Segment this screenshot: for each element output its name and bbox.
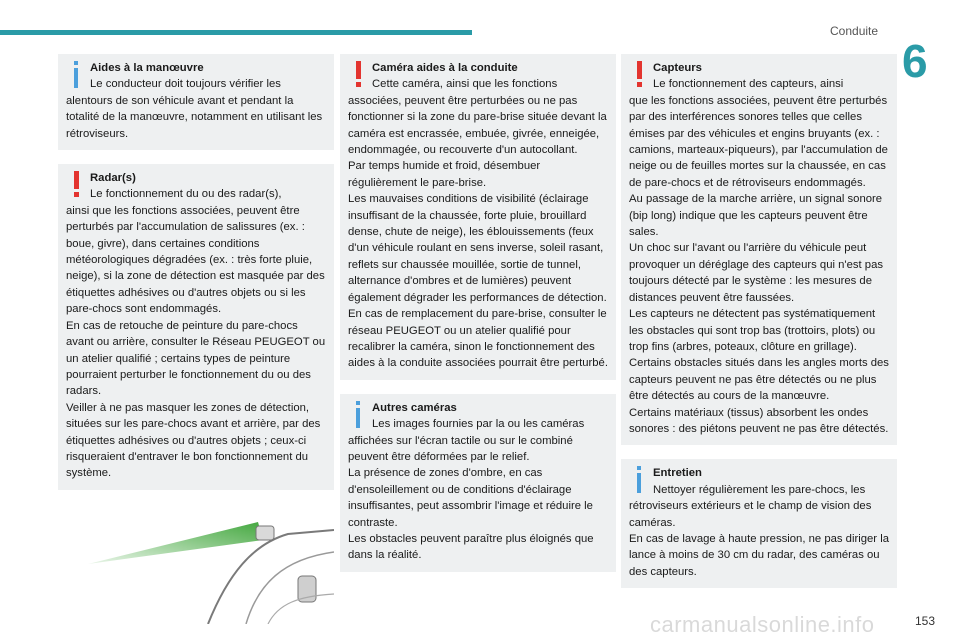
column-1 xyxy=(58,54,334,624)
box-body: Les capteurs ne détectent pas systématiquement les obstacles qui sont trop bas (trottoirs, plots) ou trop fins (arbres, poteaux, clôture en grillage). xyxy=(629,308,876,353)
box-body: Les mauvaises conditions de visibilité (éclairage insuffisant de la chaussée, forte pluie, brouillard dense, chute de neige), les éblouissements (feux d'un véhicule roulant en sens inverse, soleil rasant, reflets sur chaussée mouillée, sortie de tunnel, alternance d'ombres et de lumières) peuvent également dégrader les performances de détection. xyxy=(348,193,607,304)
box-body: ainsi que les fonctions associées, peuvent être perturbés par l'accumulation de salissures (ex. : boue, givre), dans certaines conditions météorologiques dégradées (ex. : très forte pluie, neige), si la zone de détection est masquée par des étiquettes adhésives ou d'autres objets ou si les pare-chocs sont endommagés. xyxy=(66,204,325,316)
box-title: Caméra aides à la conduite xyxy=(372,62,518,74)
column-2 xyxy=(340,54,616,586)
box-lead: Nettoyer régulièrement les pare-chocs, les xyxy=(653,483,866,496)
info-icon xyxy=(348,400,372,430)
box-title: Aides à la manœuvre xyxy=(90,62,204,74)
box-body: associées, peuvent être perturbées ou ne pas fonctionner si la zone du pare-brise située devant la caméra est encrassée, embuée, givrée, enneigée, endommagée, ou recouverte d'un autocollant. xyxy=(348,94,607,157)
warning-icon xyxy=(66,170,90,200)
box-body: Certains obstacles situés dans les angles morts des capteurs peuvent ne pas être détectés ou ne plus être détectés au cours de la manœuvre. xyxy=(629,357,889,403)
warning-icon xyxy=(629,60,653,90)
camera-housing xyxy=(256,526,274,540)
box-body: Par temps humide et froid, désembuer régulièrement le pare-brise. xyxy=(348,160,541,189)
box-title: Entretien xyxy=(653,467,702,480)
box-lead: Le fonctionnement des capteurs, ainsi xyxy=(653,78,844,91)
box-lead: Le fonctionnement du ou des radar(s), xyxy=(90,188,282,201)
box-body: Au passage de la marche arrière, un signal sonore (bip long) indique que les capteurs peuvent être sales. xyxy=(629,193,883,239)
box-body: alentours de son véhicule avant et pendant la totalité de la manœuvre, notamment en utilisant les rétroviseurs. xyxy=(66,94,323,140)
box-body: En cas de retouche de peinture du pare-chocs avant ou arrière, consulter le Réseau PEUGEOT ou un atelier qualifié ; certains types de peinture pourraient perturber le fonctionnement du ou des radars. xyxy=(66,319,326,398)
column-3 xyxy=(621,54,897,602)
box-body: Un choc sur l'avant ou l'arrière du véhicule peut provoquer un déréglage des capteurs qui n'est pas toujours détecté par le système : les mesures de distances peuvent être faussées. xyxy=(629,242,883,304)
box-body: Les obstacles peuvent paraître plus éloignés que dans la réalité. xyxy=(348,532,594,562)
camera-beam xyxy=(88,522,263,564)
warning-box-driving-camera xyxy=(340,54,616,380)
box-body: Veiller à ne pas masquer les zones de détection, situées sur les pare-chocs avant et arrière, par des étiquettes adhésives ou d'autres objets ; ceux-ci risqueraient d'entraver le bon fonctionnement du système. xyxy=(66,401,321,480)
info-box-maintenance xyxy=(621,459,897,588)
warning-box-sensors xyxy=(621,54,897,445)
warning-icon xyxy=(348,60,372,90)
box-title: Radar(s) xyxy=(90,172,136,185)
page-number: 153 xyxy=(915,614,936,628)
camera-illustration xyxy=(58,504,334,624)
box-body: rétroviseurs extérieurs et le champ de vision des caméras. xyxy=(629,500,872,529)
section-title: Conduite xyxy=(830,24,879,38)
box-body: que les fonctions associées, peuvent être perturbés par des interférences sonores telles que celles émises par des véhicules et engins bruyants (ex. : camions, marteaux-piqueurs), par l'accumulation de neige ou de feuilles mortes sur la chaussée, en cas de pare-chocs et de rétroviseurs endommagés. xyxy=(629,94,888,189)
info-icon xyxy=(66,60,90,90)
box-title: Autres caméras xyxy=(372,401,457,414)
box-lead: Cette caméra, ainsi que les fonctions xyxy=(372,78,558,91)
info-icon xyxy=(629,465,653,495)
box-body: La présence de zones d'ombre, en cas d'ensoleillement ou de conditions d'éclairage insuffisantes, peut assombrir l'image et réduire le contraste. xyxy=(348,467,593,529)
watermark: carmanualsonline.info xyxy=(650,612,875,637)
box-body: Certains matériaux (tissus) absorbent les ondes sonores : des piétons peuvent ne pas être détectés. xyxy=(629,406,889,435)
info-box-maneuver-aids xyxy=(58,54,334,150)
mirror xyxy=(298,576,316,602)
box-lead: Le conducteur doit toujours vérifier les xyxy=(90,78,281,91)
box-body: En cas de remplacement du pare-brise, consulter le réseau PEUGEOT ou un atelier qualifié pour recalibrer la caméra, sinon le fonctionnement des aides à la conduite associées pourrait être perturbé. xyxy=(348,308,608,370)
info-box-other-cameras xyxy=(340,394,616,572)
box-title: Capteurs xyxy=(653,62,702,74)
chapter-number: 6 xyxy=(902,35,928,87)
warning-box-radar xyxy=(58,164,334,490)
box-body: affichées sur l'écran tactile ou sur le combiné peuvent être déformées par le relief. xyxy=(348,434,573,463)
box-lead: Les images fournies par la ou les caméras xyxy=(372,418,585,431)
box-body: En cas de lavage à haute pression, ne pas diriger la lance à moins de 30 cm du radar, des caméras ou des capteurs. xyxy=(629,532,889,578)
header-accent-bar xyxy=(0,30,472,35)
